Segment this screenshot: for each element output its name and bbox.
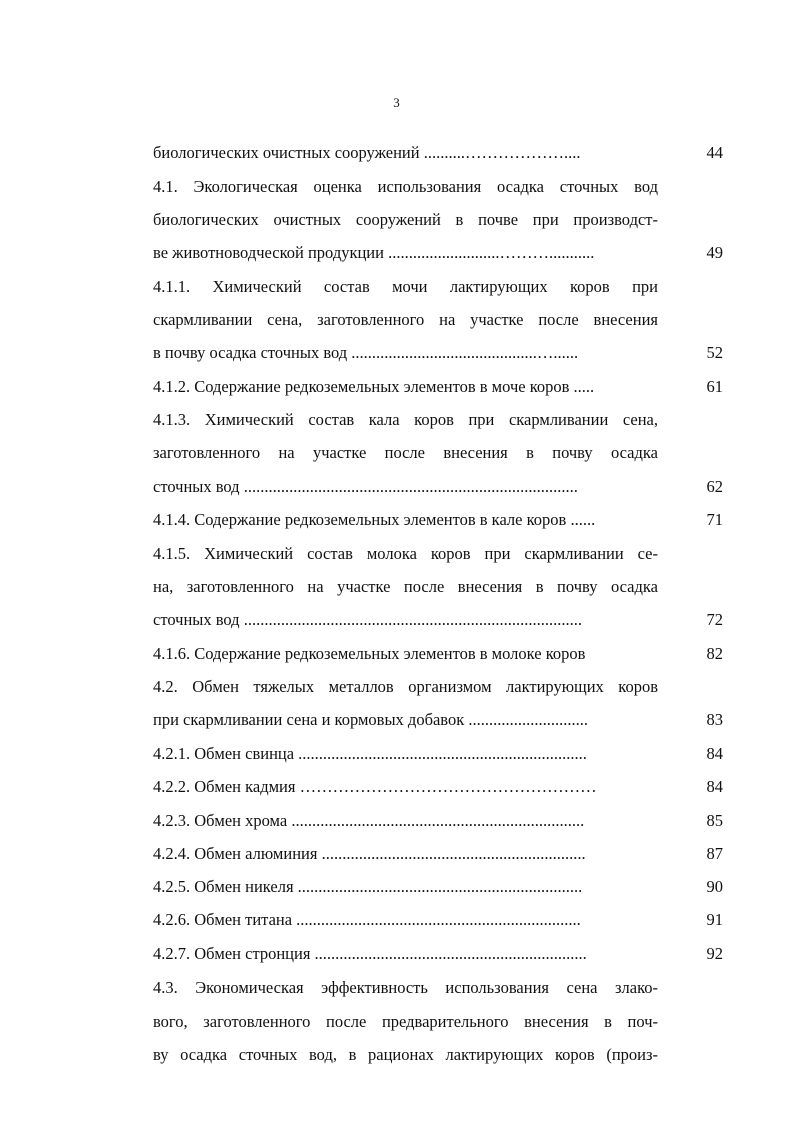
toc-entry-page: 83 (706, 710, 723, 729)
toc-entry (153, 605, 723, 635)
toc-entry-page: 52 (706, 343, 723, 362)
toc-entry (153, 438, 723, 468)
page-number: 3 (393, 95, 400, 110)
toc-entry-text: скармливании сена, заготовленного на участке после внесения (153, 310, 658, 329)
toc-entry (153, 1040, 723, 1070)
toc-entry-text: 4.2.3. Обмен хрома ....................................................................... (153, 811, 585, 830)
toc-entry (153, 839, 723, 869)
toc-entry (153, 1007, 723, 1037)
toc-entry-text: 4.2. Обмен тяжелых металлов организмом лактирующих коров (153, 677, 658, 696)
toc-entry (153, 405, 723, 435)
toc-entry-page: 72 (706, 610, 723, 629)
toc-entry (153, 305, 723, 335)
toc-entry-text: 4.2.1. Обмен свинца ...................................................................... (153, 744, 587, 763)
toc-entry-page: 91 (706, 910, 723, 929)
toc-entry (153, 872, 723, 902)
toc-entry (153, 705, 723, 735)
toc-entry-text: в почву осадка сточных вод .............................................…...... (153, 343, 579, 362)
toc-entry-text: 4.1.4. Содержание редкоземельных элементов в кале коров ...... (153, 510, 596, 529)
toc-entry (153, 172, 723, 202)
toc-entry-text: 4.1.6. Содержание редкоземельных элементов в молоке коров (153, 644, 586, 663)
toc-entry-page: 84 (706, 744, 723, 763)
toc-entry-text: 4.2.2. Обмен кадмия ……………………………………………… (153, 777, 597, 796)
toc-entry (153, 238, 723, 268)
toc-entry-text: 4.2.4. Обмен алюминия ................................................................ (153, 844, 586, 863)
toc-entry-text: 4.1.5. Химический состав молока коров при скармливании се- (153, 544, 658, 563)
toc-entry-text: 4.1. Экологическая оценка использования осадка сточных вод (153, 177, 658, 196)
toc-entry (153, 639, 723, 669)
toc-entry (153, 939, 723, 969)
toc-entry (153, 505, 723, 535)
toc-entry-text: на, заготовленного на участке после внесения в почву осадка (153, 577, 658, 596)
toc-entry-page: 87 (706, 844, 723, 863)
toc-entry-text: биологических очистных сооружений ..........……………….... (153, 143, 581, 162)
toc-entry (153, 138, 723, 168)
toc-entry-page: 49 (706, 243, 723, 262)
toc-entry-text: 4.3. Экономическая эффективность использования сена злако- (153, 978, 658, 997)
toc-entry (153, 905, 723, 935)
toc-entry (153, 539, 723, 569)
toc-entry-text: заготовленного на участке после внесения в почву осадка (153, 443, 658, 462)
toc-entry (153, 472, 723, 502)
toc-entry-page: 82 (706, 644, 723, 663)
toc-entry-page: 84 (706, 777, 723, 796)
toc-entry-text: сточных вод .................................................................................. (153, 610, 582, 629)
toc-entry (153, 338, 723, 368)
toc-entry-text: 4.1.2. Содержание редкоземельных элементов в моче коров ..... (153, 377, 595, 396)
toc-entry-page: 85 (706, 811, 723, 830)
toc-entry-text: вого, заготовленного после предварительного внесения в поч- (153, 1012, 658, 1031)
toc-entry-text: ве животноводческой продукции ...........................………........... (153, 243, 595, 262)
toc-entry-text: при скармливании сена и кормовых добавок ............................. (153, 710, 588, 729)
toc-entry-page: 61 (706, 377, 723, 396)
toc-entry-page: 71 (706, 510, 723, 529)
toc-entry-page: 44 (706, 143, 723, 162)
toc-entry-page: 90 (706, 877, 723, 896)
toc-entry-text: 4.1.3. Химический состав кала коров при скармливании сена, (153, 410, 658, 429)
toc-entry-text: сточных вод ................................................................................. (153, 477, 578, 496)
toc-entry (153, 806, 723, 836)
toc-entry-text: ву осадка сточных вод, в рационах лактирующих коров (произ- (153, 1045, 658, 1064)
toc-entry (153, 973, 723, 1003)
toc-entry (153, 372, 723, 402)
toc-entry-text: 4.2.5. Обмен никеля ..................................................................... (153, 877, 583, 896)
toc-entry (153, 272, 723, 302)
toc-entry-text: биологических очистных сооружений в почве при производст- (153, 210, 658, 229)
toc-entry (153, 572, 723, 602)
toc-entry (153, 205, 723, 235)
toc-entry-text: 4.2.6. Обмен титана ..................................................................... (153, 910, 581, 929)
toc-entry (153, 672, 723, 702)
toc-entry-page: 92 (706, 944, 723, 963)
toc-entry-page: 62 (706, 477, 723, 496)
toc-entry-text: 4.1.1. Химический состав мочи лактирующих коров при (153, 277, 658, 296)
toc-entry-text: 4.2.7. Обмен стронция .................................................................. (153, 944, 587, 963)
toc-entry (153, 772, 723, 802)
toc-entry (153, 739, 723, 769)
